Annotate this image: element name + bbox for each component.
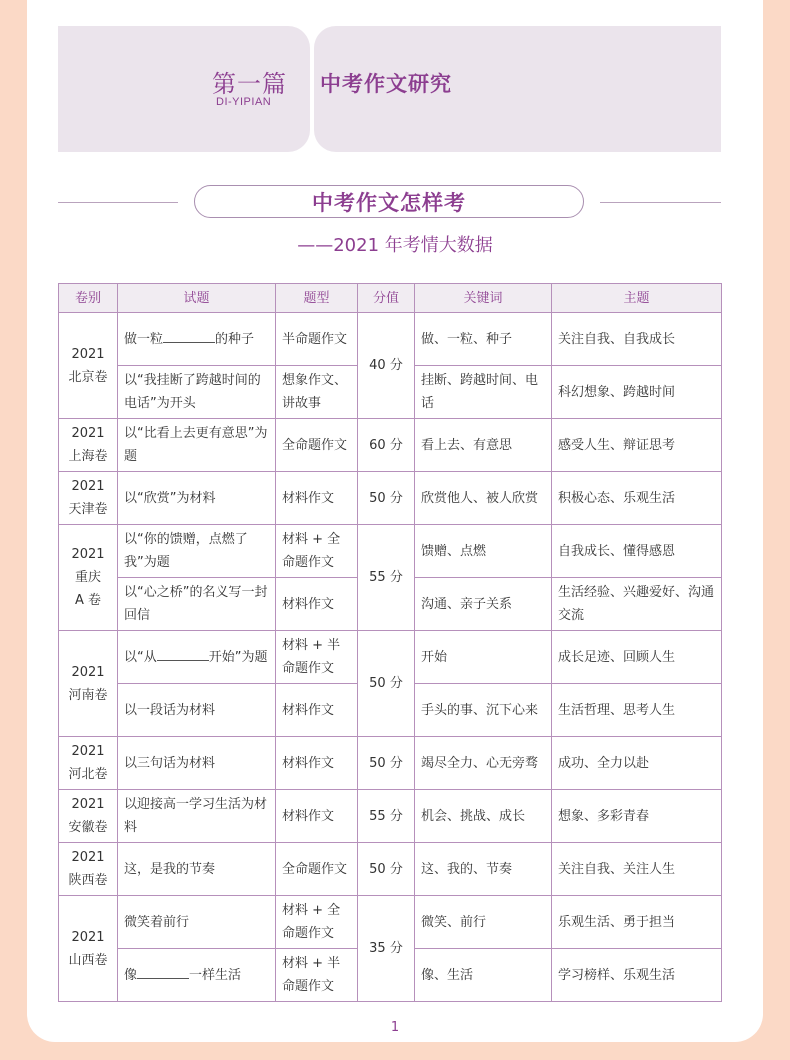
theme-cell: 成长足迹、回顾人生 xyxy=(552,631,722,684)
table-row xyxy=(59,419,722,472)
topic-cell: 以一段话为材料 xyxy=(118,684,276,737)
type-cell: 材料 + 半命题作文 xyxy=(276,949,358,1002)
score-cell: 40 分 xyxy=(358,313,415,419)
part-pinyin: DI-YIPIAN xyxy=(216,96,272,108)
topic-cell xyxy=(118,949,276,1002)
keywords-cell: 手头的事、沉下心来 xyxy=(415,684,552,737)
type-cell: 材料作文 xyxy=(276,684,358,737)
theme-cell: 感受人生、辩证思考 xyxy=(552,419,722,472)
type-cell: 想象作文、讲故事 xyxy=(276,366,358,419)
keywords-cell: 机会、挑战、成长 xyxy=(415,790,552,843)
table-header-row xyxy=(59,284,722,313)
table-row xyxy=(59,896,722,949)
topic-cell: 以“比看上去更有意思”为题 xyxy=(118,419,276,472)
type-cell: 全命题作文 xyxy=(276,419,358,472)
type-cell: 材料作文 xyxy=(276,472,358,525)
score-cell: 55 分 xyxy=(358,525,415,631)
keywords-cell: 馈赠、点燃 xyxy=(415,525,552,578)
topic-cell: 这，是我的节奏 xyxy=(118,843,276,896)
topic-cell xyxy=(118,631,276,684)
section-title-pill xyxy=(194,185,584,218)
keywords-cell: 这、我的、节奏 xyxy=(415,843,552,896)
section-title: 中考作文怎样考 xyxy=(312,190,466,215)
topic-suffix: 的种子 xyxy=(215,331,255,347)
topic-cell: 以“我挂断了跨越时间的电话”为开头 xyxy=(118,366,276,419)
topic-cell xyxy=(118,313,276,366)
paper-cell: 2021 安徽卷 xyxy=(59,790,118,843)
blank-line xyxy=(137,964,189,979)
theme-cell: 自我成长、懂得感恩 xyxy=(552,525,722,578)
type-cell: 材料 + 全命题作文 xyxy=(276,525,358,578)
theme-cell: 想象、多彩青春 xyxy=(552,790,722,843)
column-header: 关键词 xyxy=(415,284,552,313)
topic-suffix: 一样生活 xyxy=(189,967,242,983)
theme-cell: 生活经验、兴趣爱好、沟通交流 xyxy=(552,578,722,631)
paper-cell: 2021 河南卷 xyxy=(59,631,118,737)
score-cell: 35 分 xyxy=(358,896,415,1002)
keywords-cell: 看上去、有意思 xyxy=(415,419,552,472)
keywords-cell: 开始 xyxy=(415,631,552,684)
keywords-cell: 做、一粒、种子 xyxy=(415,313,552,366)
score-cell: 60 分 xyxy=(358,419,415,472)
keywords-cell: 像、生活 xyxy=(415,949,552,1002)
part-name: 中考作文研究 xyxy=(320,72,452,96)
topic-prefix: 做一粒 xyxy=(124,331,164,347)
table-row xyxy=(59,737,722,790)
keywords-cell: 微笑、前行 xyxy=(415,896,552,949)
theme-cell: 积极心态、乐观生活 xyxy=(552,472,722,525)
table-row xyxy=(59,790,722,843)
topic-prefix: 像 xyxy=(124,967,138,983)
table-row xyxy=(59,472,722,525)
column-header: 分值 xyxy=(358,284,415,313)
topic-cell: 以三句话为材料 xyxy=(118,737,276,790)
type-cell: 全命题作文 xyxy=(276,843,358,896)
theme-cell: 学习榜样、乐观生活 xyxy=(552,949,722,1002)
exam-data-table xyxy=(58,283,722,1002)
theme-cell: 乐观生活、勇于担当 xyxy=(552,896,722,949)
topic-cell: 以“心之桥”的名义写一封回信 xyxy=(118,578,276,631)
column-header: 主题 xyxy=(552,284,722,313)
type-cell: 材料作文 xyxy=(276,578,358,631)
table-row xyxy=(59,843,722,896)
theme-cell: 成功、全力以赴 xyxy=(552,737,722,790)
score-cell: 50 分 xyxy=(358,737,415,790)
theme-cell: 关注自我、自我成长 xyxy=(552,313,722,366)
title-rule-right xyxy=(600,202,721,203)
section-subtitle: ——2021 年考情大数据 xyxy=(297,235,493,256)
column-header: 试题 xyxy=(118,284,276,313)
keywords-cell: 沟通、亲子关系 xyxy=(415,578,552,631)
paper-cell: 2021 北京卷 xyxy=(59,313,118,419)
score-cell: 50 分 xyxy=(358,472,415,525)
table-body xyxy=(59,313,722,1002)
topic-cell: 微笑着前行 xyxy=(118,896,276,949)
paper-cell: 2021 重庆 A 卷 xyxy=(59,525,118,631)
title-rule-left xyxy=(58,202,178,203)
table-row xyxy=(59,525,722,578)
theme-cell: 科幻想象、跨越时间 xyxy=(552,366,722,419)
topic-cell: 以“你的馈赠，点燃了我”为题 xyxy=(118,525,276,578)
score-cell: 50 分 xyxy=(358,843,415,896)
table-row xyxy=(59,313,722,366)
table-row xyxy=(59,631,722,684)
paper-cell: 2021 山西卷 xyxy=(59,896,118,1002)
page-number: 1 xyxy=(390,1020,400,1035)
paper-cell: 2021 天津卷 xyxy=(59,472,118,525)
topic-prefix: 以“从 xyxy=(124,649,157,665)
type-cell: 半命题作文 xyxy=(276,313,358,366)
column-header: 题型 xyxy=(276,284,358,313)
column-header: 卷别 xyxy=(59,284,118,313)
type-cell: 材料作文 xyxy=(276,737,358,790)
paper-cell: 2021 陕西卷 xyxy=(59,843,118,896)
type-cell: 材料作文 xyxy=(276,790,358,843)
keywords-cell: 竭尽全力、心无旁骛 xyxy=(415,737,552,790)
theme-cell: 生活哲理、思考人生 xyxy=(552,684,722,737)
blank-line xyxy=(163,328,215,343)
topic-suffix: 开始”为题 xyxy=(208,649,268,665)
blank-line xyxy=(157,646,209,661)
paper-cell: 2021 河北卷 xyxy=(59,737,118,790)
keywords-cell: 挂断、跨越时间、电话 xyxy=(415,366,552,419)
theme-cell: 关注自我、关注人生 xyxy=(552,843,722,896)
keywords-cell: 欣赏他人、被人欣赏 xyxy=(415,472,552,525)
paper-cell: 2021 上海卷 xyxy=(59,419,118,472)
topic-cell: 以“欣赏”为材料 xyxy=(118,472,276,525)
score-cell: 55 分 xyxy=(358,790,415,843)
type-cell: 材料 + 半命题作文 xyxy=(276,631,358,684)
type-cell: 材料 + 全命题作文 xyxy=(276,896,358,949)
part-title: 第一篇 xyxy=(212,70,287,98)
score-cell: 50 分 xyxy=(358,631,415,737)
topic-cell: 以迎接高一学习生活为材料 xyxy=(118,790,276,843)
